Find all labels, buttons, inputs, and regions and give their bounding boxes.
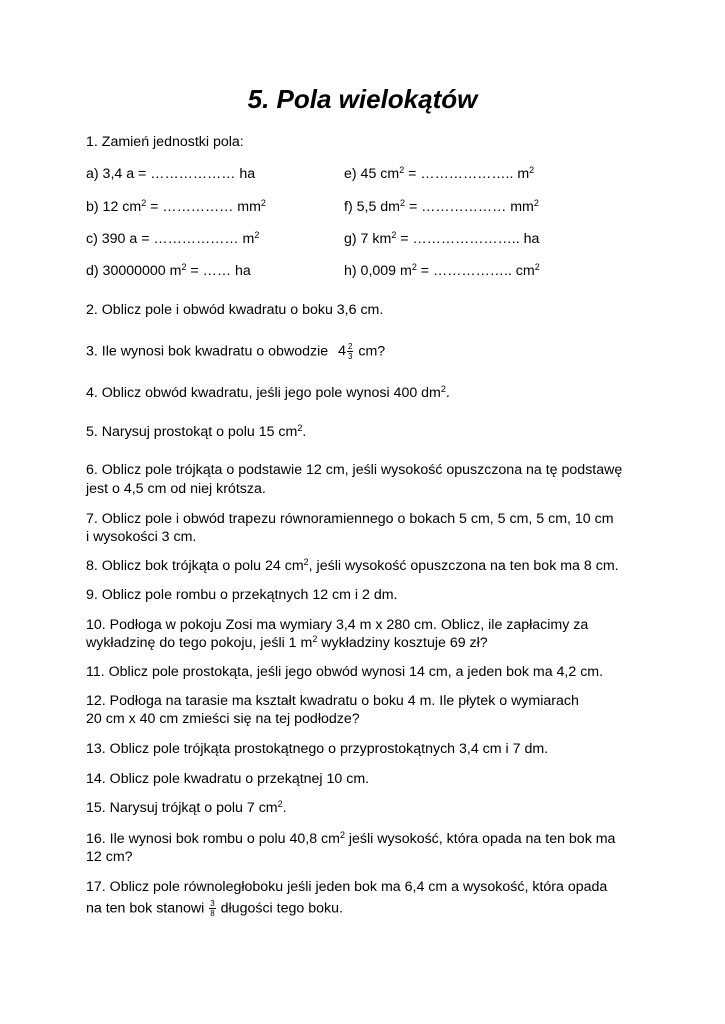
task-15: 15. Narysuj trójkąt o polu 7 $cm^2$.	[86, 799, 287, 816]
task-6-line-2: jest o 4,5 cm od niej krótsza.	[86, 481, 266, 497]
task-12-line-1: 12. Podłoga na tarasie ma kształt kwadratu o boku 4 m. Ile płytek o wymiarach	[86, 693, 579, 709]
task-1a: a) 3,4 a = ……………… ha	[86, 166, 256, 182]
task-1f: f) 5,5 $dm^2$ = ……………… $mm^2$	[344, 198, 539, 215]
task-1e: e) 45 $cm^2$ = ……………….. $m^2$	[344, 165, 535, 182]
task-1b: b) 12 $cm^2$ = …………… $mm^2$	[86, 198, 266, 215]
task-10-line-2: wykładzinę do tego pokoju, jeśli 1 $m^2$ wykładziny kosztuje 69 zł?	[86, 634, 488, 651]
fraction-three-eighths: $\frac{3}{8}$	[210, 899, 215, 918]
task-6-line-1: 6. Oblicz pole trójkąta o podstawie 12 cm, jeśli wysokość opuszczona na tę podstawę	[86, 462, 623, 478]
task-1g: g) 7 $km^2$ = ………………….. ha	[344, 230, 540, 247]
task-1c: c) 390 a = ……………… $m^2$	[86, 230, 260, 247]
task-13: 13. Oblicz pole trójkąta prostokątnego o przyprostokątnych 3,4 cm i 7 dm.	[86, 741, 549, 757]
task-8: 8. Oblicz bok trójkąta o polu 24 $cm^2$, jeśli wysokość opuszczona na ten bok ma 8 cm.	[86, 557, 619, 574]
task-12-line-2: 20 cm x 40 cm zmieści się na tej podłodze?	[86, 711, 360, 727]
fraction-two-thirds: $\frac{2}{3}$	[347, 342, 353, 361]
task-16-line-2: 12 cm?	[86, 849, 133, 865]
task-16-line-1: 16. Ile wynosi bok rombu o polu 40,8 $cm^2$ jeśli wysokość, która opada na ten bok ma	[86, 830, 616, 847]
task-1d: d) 30000000 $m^2$ = …… ha	[86, 262, 251, 279]
task-3: 3. Ile wynosi bok kwadratu o obwodzie 4 $\frac{2}{3}$ cm?	[86, 342, 386, 361]
task-7-line-1: 7. Oblicz pole i obwód trapezu równoramiennego o bokach 5 cm, 5 cm, 5 cm, 10 cm	[86, 511, 614, 527]
task-10-line-1: 10. Podłoga w pokoju Zosi ma wymiary 3,4 m x 280 cm. Oblicz, ile zapłacimy za	[86, 617, 589, 633]
task-7-line-2: i wysokości 3 cm.	[86, 529, 197, 545]
task-2: 2. Oblicz pole i obwód kwadratu o boku 3,6 cm.	[86, 302, 384, 318]
task-1-heading: 1. Zamień jednostki pola:	[86, 134, 244, 150]
task-1h: h) 0,009 $m^2$ = …………….. $cm^2$	[344, 262, 540, 279]
task-5: 5. Narysuj prostokąt o polu 15 $cm^2$.	[86, 423, 307, 440]
task-9: 9. Oblicz pole rombu o przekątnych 12 cm i 2 dm.	[86, 587, 398, 603]
task-17-line-1: 17. Oblicz pole równoległoboku jeśli jeden bok ma 6,4 cm a wysokość, która opada	[86, 879, 608, 895]
task-4: 4. Oblicz obwód kwadratu, jeśli jego pole wynosi 400 $dm^2$.	[86, 384, 450, 401]
task-11: 11. Oblicz pole prostokąta, jeśli jego obwód wynosi 14 cm, a jeden bok ma 4,2 cm.	[86, 664, 604, 680]
task-14: 14. Oblicz pole kwadratu o przekątnej 10 cm.	[86, 771, 370, 787]
task-17-line-2: na ten bok stanowi $\frac{3}{8}$ długości tego boku.	[86, 899, 343, 918]
page-title: 5. Pola wielokątów	[247, 84, 478, 114]
